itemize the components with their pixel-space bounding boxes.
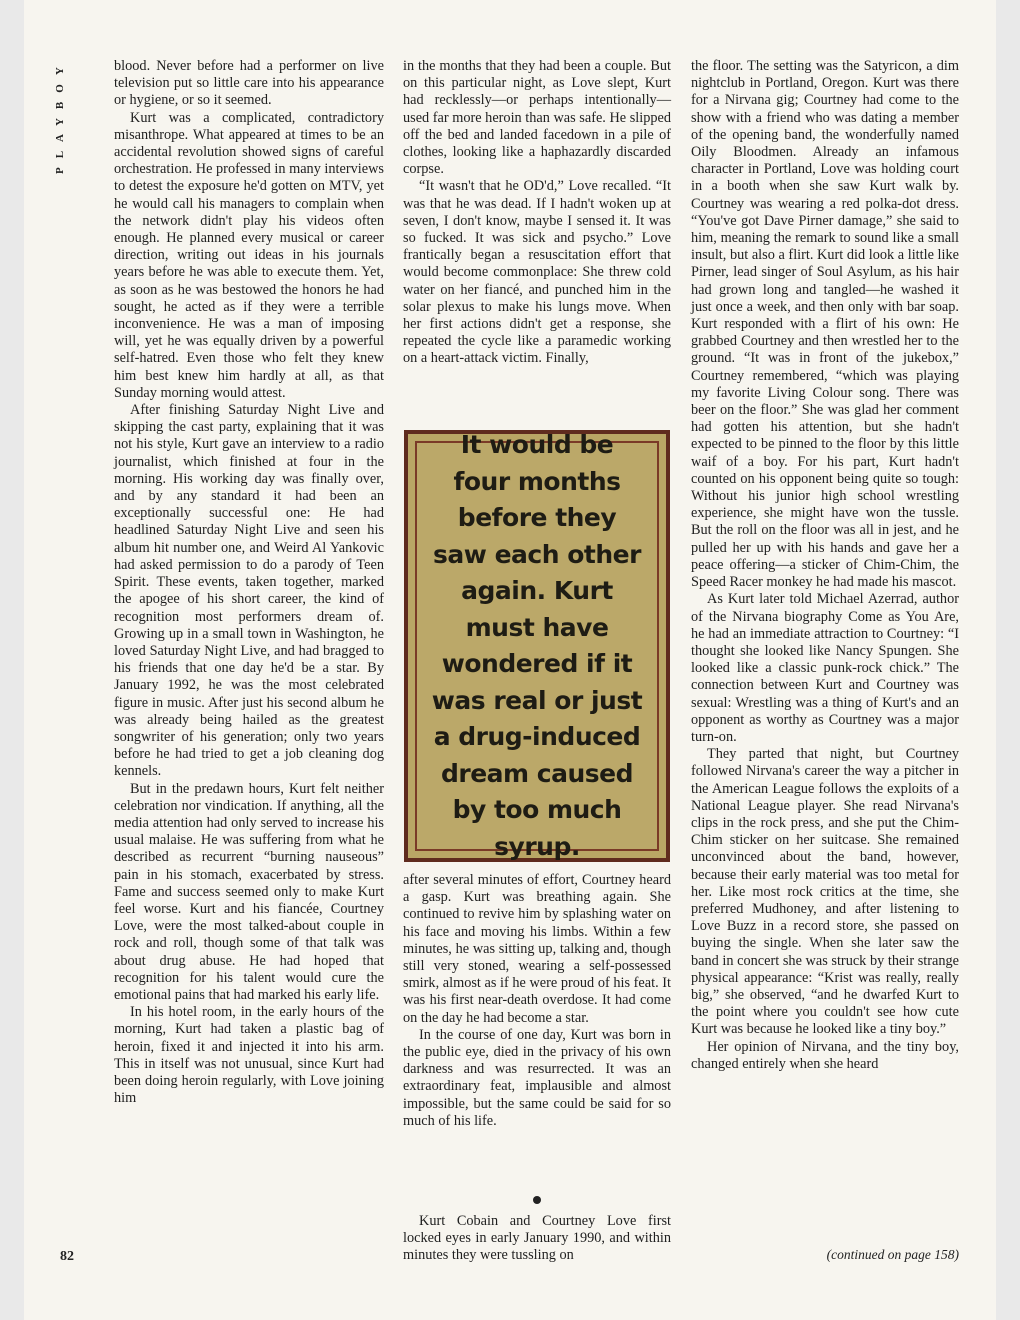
- paragraph: the floor. The setting was the Satyricon, a dim nightclub in Portland, Oregon. Kurt was there for a Nirvana gig; Courtney had come to the show with a friend who was dating a member of the opening band, the wonderfully named Oily Bloodmen. Already an infamous character in Portland, Love was holding court in a booth when she saw Kurt walk by. Courtney was wearing a red polka-dot dress. “You've got Dave Pirner damage,” she said to him, meaning the remark to sound like a small insult, but also a flirt. Kurt did look a little like Pirner, lead singer of Soul Asylum, as his hair had grown long and tangled—he washed it just once a week, and then only with bar soap. Kurt responded with a flirt of his own: He grabbed Courtney and then wrestled her to the ground. “It was in front of the jukebox,” Courtney remembered, “which was playing my favorite Living Colour song. There was beer on the floor.” She was glad her comment had gotten his attention, but she hadn't expected to be pinned to the floor by this little waif of a boy. For his part, Kurt hadn't counted on his opponent being quite so tough: Without his junior high school wrestling experience, she might have won the tussle. But the roll on the floor was all in jest, and he pulled her up with his hands and gave her a peace offering—a sticker of Chim-Chim, the Speed Racer monkey he had made his mascot.: [691, 58, 959, 591]
- pull-quote: It would be four months before they saw each other again. Kurt must have wondered if it was real or just a drug-induced dream caused by too much syrup.: [431, 430, 643, 861]
- paragraph: Kurt Cobain and Courtney Love first locked eyes in early January 1990, and within minutes they were tussling on: [403, 1213, 671, 1264]
- paragraph: In the course of one day, Kurt was born in the public eye, died in the privacy of his own darkness and was resurrected. It was an extraordinary feat, implausible and almost impossible, but the same could be said for so much of his life.: [403, 1026, 671, 1129]
- paragraph: But in the predawn hours, Kurt felt neither celebration nor vindication. If anything, all the media attention had only served to increase his usual malaise. He was suffering from what he described as recurrent “burning nauseous” pain in his stomach, exacerbated by stress. Fame and success seemed only to make Kurt feel worse. Kurt and his fiancée, Courtney Love, were the most talked-about couple in rock and roll, though some of that talk was about drug abuse. He had hoped that recognition for his talent would cure the emotional pains that had marked his early life.: [114, 780, 384, 1003]
- paragraph: In his hotel room, in the early hours of the morning, Kurt had taken a plastic bag of heroin, fixed it and injected it into his arm. This in itself was not unusual, since Kurt had been doing heroin regularly, with Love joining him: [114, 1004, 384, 1107]
- continued-on-line: (continued on page 158): [826, 1247, 959, 1262]
- paragraph: “It wasn't that he OD'd,” Love recalled. “It was that he was dead. If I hadn't woken up at seven, I don't know, maybe I sensed it. It was so fucked. It was sick and psycho.” Love frantically began a resuscitation effort that would become commonplace: She threw cold water on her fiancé, and punched him in the solar plexus to make his lungs move. When her first actions didn't get a response, she repeated the cycle like a paramedic working on a heart-attack victim. Finally,: [403, 178, 671, 367]
- pull-quote-inner: [415, 430, 659, 861]
- section-break-bullet: [533, 1196, 541, 1204]
- magazine-name: PLAYBOY: [54, 58, 66, 174]
- paragraph: Her opinion of Nirvana, and the tiny boy, changed entirely when she heard: [691, 1038, 959, 1072]
- page-number: 82: [60, 1249, 74, 1264]
- magazine-page: [24, 0, 996, 1320]
- paragraph: Kurt was a complicated, contradictory misanthrope. What appeared at times to be an accidental revolution showed signs of careful orchestration. He professed in many interviews to detest the exposure he'd gotten on MTV, yet he would call his managers to complain when the network didn't play his videos often enough. He planned every musical or career direction, writing out ideas in his journals years before he was able to execute them. Yet, as soon as he was bestowed the honors he had sought, he acted as if they were a terrible inconvenience. He was a man of imposing will, yet he was equally driven by a powerful self-hatred. Even those who felt they knew him best knew him hardly at all, as that Sunday morning would attest.: [114, 109, 384, 401]
- paragraph: After finishing Saturday Night Live and skipping the cast party, explaining that it was not his style, Kurt gave an interview to a radio journalist, which finished at four in the morning. His working day was finally over, and by any standard it had been an exceptionally successful one: He had headlined Saturday Night Live and seen his album hit number one, and Weird Al Yankovic had asked permission to do a parody of Teen Spirit. These events, taken together, marked the apogee of his short career, the kind of recognition most performers dream of. Growing up in a small town in Washington, he loved Saturday Night Live, and had bragged to his friends that one day he'd be a star. By January 1992, he was the most celebrated figure in music. After just his second album he was already being hailed as the greatest songwriter of his generation; only two years before he had tried to get a job cleaning dog kennels.: [114, 402, 384, 780]
- article-column-3: [691, 58, 959, 1073]
- article-column-2-final: [403, 1213, 671, 1265]
- pull-quote-box: [404, 430, 670, 862]
- article-column-1: [114, 58, 384, 1107]
- paragraph: after several minutes of effort, Courtney heard a gasp. Kurt was breathing again. She continued to revive him by splashing water on his face and moving his limbs. Within a few minutes, he was sitting up, talking and, though still very stoned, wearing a self-possessed smirk, almost as if he were proud of his feat. It was his first near-death overdose. It had come on the day he had become a star.: [403, 872, 671, 1026]
- paragraph: As Kurt later told Michael Azerrad, author of the Nirvana biography Come as You Are, he had an immediate attraction to Courtney: “I thought she looked like Nancy Spungen. She looked like a classic punk-rock chick.” The connection between Kurt and Courtney was sexual: Wrestling was a thing of Kurt's and an opponent as worthy as Courtney was a major turn-on.: [691, 591, 959, 745]
- paragraph: blood. Never before had a performer on live television put so little care into his appearance or hygiene, or so it seemed.: [114, 58, 384, 109]
- paragraph: They parted that night, but Courtney followed Nirvana's career the way a pitcher in the American League follows the exploits of a National League player. She read Nirvana's clips in the rock press, and she put the Chim-Chim sticker on her suitcase. She remained unconvinced about the band, however, because their early material was too metal for her. Like most rock critics at the time, she preferred Mudhoney, and after listening to Love Buzz in a record store, she passed on buying the single. When she later saw the band in concert she was struck by their strange physical appearance: “Krist was really, really big,” she observed, “and he dwarfed Kurt to the point where you couldn't see how cute Kurt was because he looked like a tiny boy.”: [691, 746, 959, 1038]
- paragraph: in the months that they had been a couple. But on this particular night, as Love slept, Kurt had recklessly—or perhaps intentionally—used far more heroin than was safe. He slipped off the bed and landed facedown in a pile of clothes, looking like a haphazardly discarded corpse.: [403, 58, 671, 178]
- article-column-2-top: [403, 58, 671, 368]
- article-column-2-bottom: [403, 872, 671, 1130]
